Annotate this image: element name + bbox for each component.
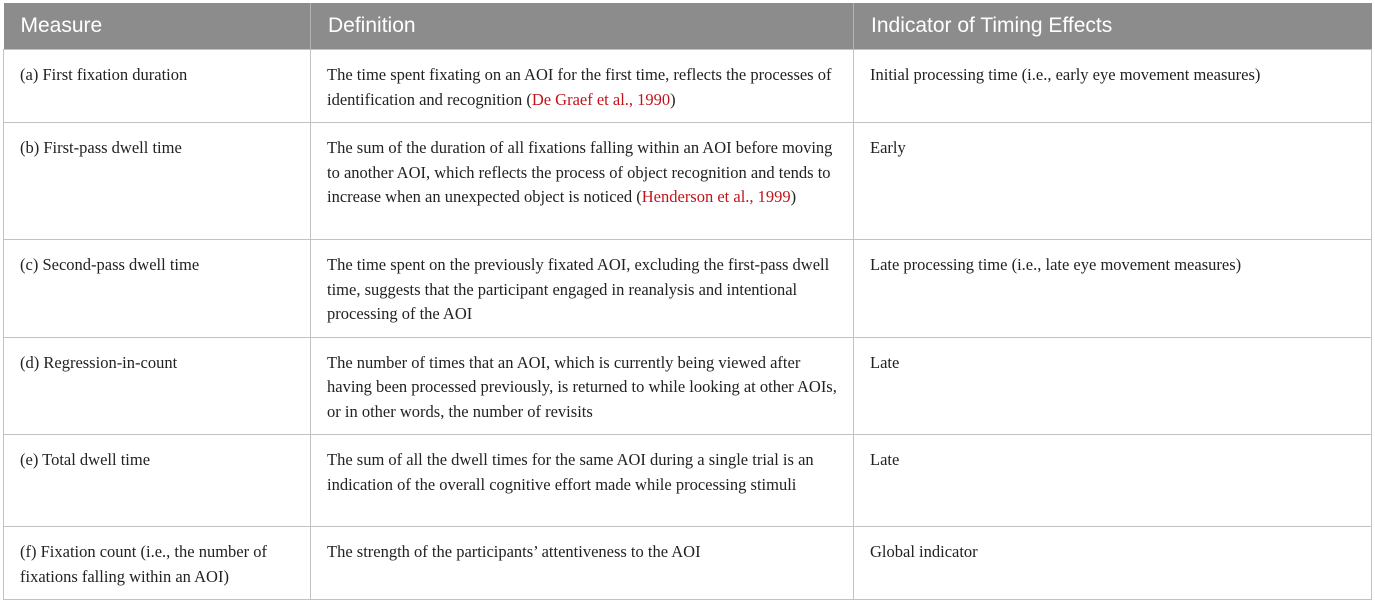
indicator-cell: Late bbox=[854, 337, 1372, 435]
table-row bbox=[4, 435, 1372, 527]
table-body bbox=[4, 50, 1372, 600]
citation-link[interactable]: Henderson et al., 1999 bbox=[641, 187, 791, 206]
definition-cell: The number of times that an AOI, which is currently being viewed after having been processed previously, is returned to while looking at other AOIs, or in other words, the number of revisits bbox=[311, 337, 854, 435]
definition-text-end: ) bbox=[790, 187, 797, 206]
definition-text: The time spent fixating on an AOI for the first time, reflects the processes of identification and recognition ( bbox=[327, 65, 832, 109]
table-row bbox=[4, 527, 1372, 600]
measure-cell: (c) Second-pass dwell time bbox=[4, 240, 311, 338]
definition-text: The sum of the duration of all fixations falling within an AOI before moving to another AOI, which reflects the process of object recognition and tends to increase when an unexpected object is noticed ( bbox=[327, 138, 833, 206]
measure-cell: (f) Fixation count (i.e., the number of fixations falling within an AOI) bbox=[4, 527, 311, 600]
indicator-cell: Global indicator bbox=[854, 527, 1372, 600]
indicator-cell: Initial processing time (i.e., early eye movement measures) bbox=[854, 50, 1372, 123]
table-row bbox=[4, 123, 1372, 240]
citation-link[interactable]: De Graef et al., 1990 bbox=[531, 89, 671, 109]
header-row bbox=[4, 3, 1372, 50]
indicator-cell: Late bbox=[854, 435, 1372, 527]
indicator-cell: Early bbox=[854, 123, 1372, 240]
definition-cell: The time spent on the previously fixated AOI, excluding the first-pass dwell time, suggests that the participant engaged in reanalysis and intentional processing of the AOI bbox=[311, 240, 854, 338]
definition-cell bbox=[311, 50, 854, 123]
indicator-cell: Late processing time (i.e., late eye movement measures) bbox=[854, 240, 1372, 338]
measure-cell: (a) First fixation duration bbox=[4, 50, 311, 123]
definition-text-end: ) bbox=[670, 89, 676, 109]
table-row bbox=[4, 50, 1372, 123]
definition-cell: The sum of all the dwell times for the same AOI during a single trial is an indication of the overall cognitive effort made while processing stimuli bbox=[311, 435, 854, 527]
definition-cell: The strength of the participants’ attentiveness to the AOI bbox=[311, 527, 854, 600]
measure-cell: (b) First-pass dwell time bbox=[4, 123, 311, 240]
header-definition: Definition bbox=[311, 3, 854, 50]
measure-cell: (e) Total dwell time bbox=[4, 435, 311, 527]
measure-cell: (d) Regression-in-count bbox=[4, 337, 311, 435]
table-row bbox=[4, 337, 1372, 435]
header-measure: Measure bbox=[4, 3, 311, 50]
table-header bbox=[4, 3, 1372, 50]
header-indicator: Indicator of Timing Effects bbox=[854, 3, 1372, 50]
measures-table bbox=[3, 3, 1372, 600]
table-row bbox=[4, 240, 1372, 338]
definition-cell bbox=[311, 123, 854, 240]
